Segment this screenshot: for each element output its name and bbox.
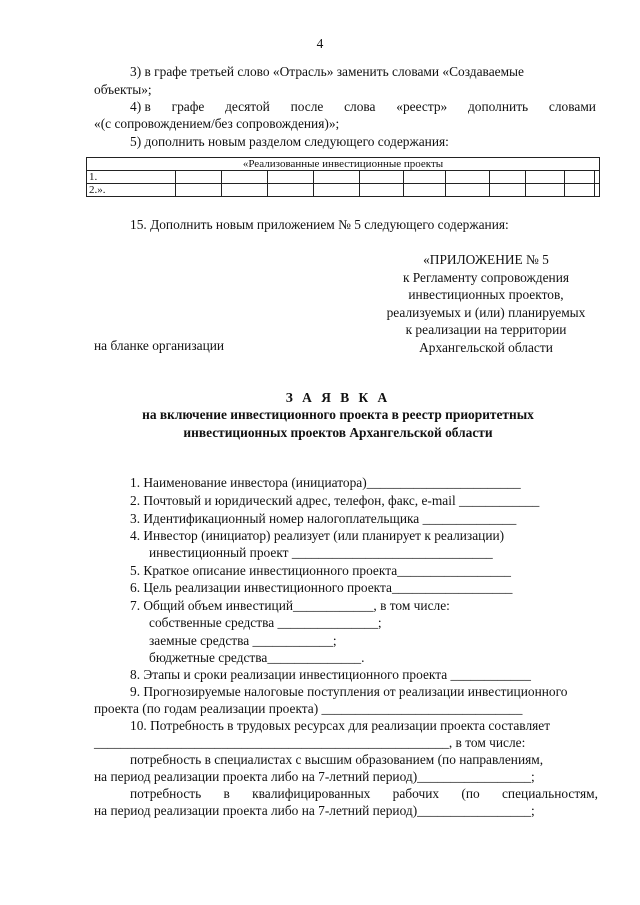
appendix-line: к Регламенту сопровождения: [402, 269, 570, 285]
form-field-5: 5. Краткое описание инвестиционного проекта_________________: [130, 563, 511, 578]
table-cell: [360, 184, 404, 197]
word: «реестр»: [396, 99, 448, 114]
form-field-7-borrowed: заемные средства ____________;: [149, 633, 337, 648]
form-field-7-budget: бюджетные средства______________.: [149, 650, 365, 665]
word: потребность: [130, 786, 202, 801]
item-4-line-2: «(с сопровождением/без сопровождения)»;: [94, 116, 340, 131]
table-cell: [595, 184, 600, 197]
word: квалифицированных: [252, 786, 371, 801]
table-title: «Реализованные инвестиционные проекты: [87, 158, 600, 171]
form-field-7-own: собственные средства _______________;: [149, 615, 382, 630]
table-row: [87, 184, 600, 197]
appendix-line: к реализации на территории: [405, 322, 567, 337]
form-field-8: 8. Этапы и сроки реализации инвестиционного проекта ____________: [130, 667, 531, 682]
need-higher-education: потребность в специалистах с высшим образованием (по направлениям,: [130, 752, 544, 767]
word: десятой: [225, 99, 270, 114]
table-cell: [314, 184, 360, 197]
form-field-10: 10. Потребность в трудовых ресурсах для реализации проекта составляет: [130, 718, 551, 733]
form-field-9-line-2: проекта (по годам реализации проекта) ______________________________: [94, 701, 523, 716]
word: слова: [344, 99, 376, 114]
table-cell: [222, 171, 268, 184]
table-cell: [526, 171, 564, 184]
need-skilled-workers: [130, 786, 598, 802]
word: (по: [461, 786, 480, 801]
application-subtitle-1: на включение инвестиционного проекта в реестр приоритетных: [142, 407, 534, 422]
word: специальностям,: [501, 786, 598, 801]
need-skilled-workers-line-2: на период реализации проекта либо на 7-летний период)_________________;: [94, 803, 535, 818]
table-cell: [446, 171, 490, 184]
appendix-line: инвестиционных проектов,: [408, 287, 564, 302]
table-cell: [360, 171, 404, 184]
table-cell: [526, 184, 564, 197]
realized-projects-table: [86, 157, 600, 197]
table-cell: 2.».: [87, 184, 176, 197]
table-cell: 1.: [87, 171, 176, 184]
application-title: З А Я В К А: [285, 390, 391, 405]
form-field-2: 2. Почтовый и юридический адрес, телефон, факс, e-mail ____________: [130, 493, 540, 508]
form-field-1: 1. Наименование инвестора (инициатора)_______________________: [130, 475, 521, 490]
form-field-4: 4. Инвестор (инициатор) реализует (или планирует к реализации): [130, 528, 505, 543]
table-cell: [268, 171, 314, 184]
item-3-line-2: объекты»;: [94, 82, 152, 97]
form-field-9: 9. Прогнозируемые налоговые поступления от реализации инвестиционного: [130, 684, 568, 699]
word: 4) в: [130, 99, 151, 114]
application-subtitle-2: инвестиционных проектов Архангельской области: [183, 425, 493, 440]
appendix-line: «ПРИЛОЖЕНИЕ № 5: [423, 252, 549, 267]
need-higher-education-line-2: на период реализации проекта либо на 7-летний период)_________________;: [94, 769, 535, 784]
form-field-10-line-2: _____________________________________________________, в том числе:: [94, 735, 526, 750]
table-cell: [176, 184, 222, 197]
table-cell: [222, 184, 268, 197]
page-number: 4: [316, 36, 324, 51]
table-cell: [268, 184, 314, 197]
paragraph-15: 15. Дополнить новым приложением № 5 следующего содержания:: [130, 217, 509, 232]
word: словами: [548, 99, 596, 114]
word: рабочих: [392, 786, 440, 801]
table-cell: [564, 171, 594, 184]
table-cell: [314, 171, 360, 184]
table-cell: [595, 171, 600, 184]
table-cell: [490, 171, 526, 184]
item-5: 5) дополнить новым разделом следующего содержания:: [130, 134, 449, 149]
form-field-7: 7. Общий объем инвестиций____________, в том числе:: [130, 598, 450, 613]
appendix-line: реализуемых и (или) планируемых: [386, 304, 586, 320]
table-cell: [176, 171, 222, 184]
table-cell: [564, 184, 594, 197]
word: графе: [171, 99, 205, 114]
item-4-line-1: [130, 99, 596, 115]
word: после: [290, 99, 324, 114]
table-cell: [490, 184, 526, 197]
blank-note: на бланке организации: [94, 338, 225, 353]
table-cell: [404, 171, 446, 184]
table-cell: [404, 184, 446, 197]
form-field-4-line-2: инвестиционный проект ______________________________: [149, 545, 493, 560]
table-row: [87, 171, 600, 184]
appendix-line: Архангельской области: [419, 339, 553, 355]
table-header-row: [87, 158, 600, 171]
item-3-line-1: 3) в графе третьей слово «Отрасль» заменить словами «Создаваемые: [130, 64, 524, 79]
word: дополнить: [467, 99, 529, 114]
word: в: [223, 786, 230, 801]
form-field-3: 3. Идентификационный номер налогоплательщика ______________: [130, 511, 517, 526]
table-cell: [446, 184, 490, 197]
form-field-6: 6. Цель реализации инвестиционного проекта__________________: [130, 580, 513, 595]
appendix-header: [366, 251, 606, 356]
